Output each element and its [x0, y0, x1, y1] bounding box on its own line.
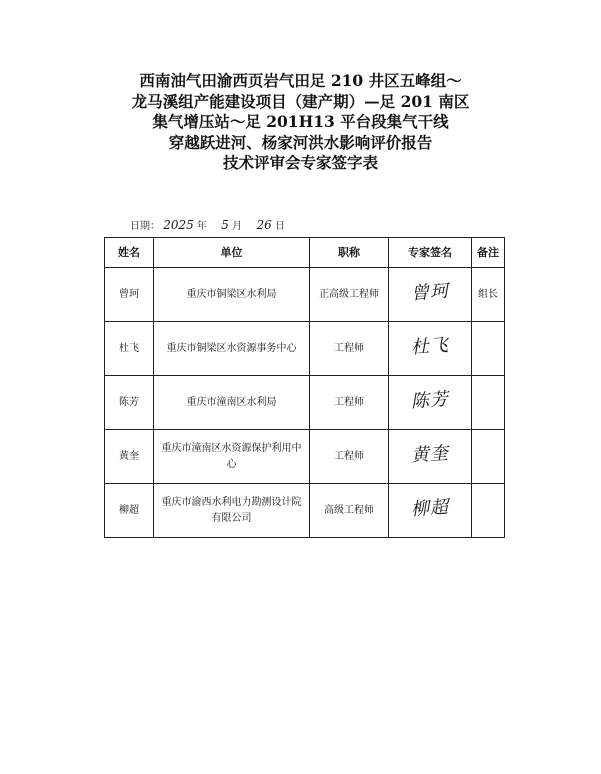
title-line: 穿越跃进河、杨家河洪水影响评价报告 [168, 132, 433, 152]
cell-remark [472, 322, 505, 376]
cell-title: 正高级工程师 [310, 268, 389, 322]
cell-unit: 重庆市铜梁区水利局 [154, 268, 310, 322]
cell-signature [389, 322, 472, 376]
title-line: 集气增压站～足 201H13 平台段集气干线 [152, 112, 449, 131]
date-month-unit: 月 [232, 221, 243, 232]
handwritten-signature: 杜飞 [410, 334, 450, 359]
date-year-unit: 年 [196, 221, 207, 232]
cell-title: 工程师 [310, 430, 389, 484]
table-row [105, 322, 505, 376]
table-row [105, 484, 505, 538]
header-name: 姓名 [105, 238, 154, 268]
header-signature: 专家签名 [389, 238, 472, 268]
cell-remark [472, 376, 505, 430]
cell-name: 黄奎 [105, 430, 154, 484]
expert-signature-table [104, 237, 505, 538]
header-title: 职称 [310, 238, 389, 268]
cell-remark [472, 430, 505, 484]
table-row [105, 430, 505, 484]
date-month: 5 [221, 218, 229, 232]
handwritten-signature: 曾珂 [410, 280, 450, 305]
cell-unit: 重庆市铜梁区水资源事务中心 [154, 322, 310, 376]
table-header-row [105, 238, 505, 268]
cell-signature [389, 484, 472, 538]
date-day-unit: 日 [274, 221, 285, 232]
header-remark: 备注 [472, 238, 505, 268]
table-row [105, 376, 505, 430]
title-line: 技术评审会专家签字表 [222, 153, 378, 172]
date-year: 2025 [163, 218, 194, 232]
handwritten-signature: 陈芳 [410, 388, 450, 413]
cell-name: 柳超 [105, 484, 154, 538]
table-row [105, 268, 505, 322]
cell-unit: 重庆市潼南区水资源保护利用中心 [154, 430, 310, 484]
cell-signature [389, 376, 472, 430]
cell-title: 高级工程师 [310, 484, 389, 538]
cell-name: 曾珂 [105, 268, 154, 322]
date-day: 26 [256, 218, 272, 232]
cell-remark [472, 484, 505, 538]
header-unit: 单位 [154, 238, 310, 268]
date-row [130, 217, 285, 232]
document-title [0, 71, 601, 174]
handwritten-signature: 黄奎 [410, 442, 450, 467]
cell-signature [389, 430, 472, 484]
cell-signature [389, 268, 472, 322]
cell-name: 陈芳 [105, 376, 154, 430]
cell-title: 工程师 [310, 322, 389, 376]
cell-name: 杜飞 [105, 322, 154, 376]
cell-unit: 重庆市渝西水利电力勘测设计院有限公司 [154, 484, 310, 538]
handwritten-signature: 柳超 [410, 496, 450, 521]
cell-remark: 组长 [472, 268, 505, 322]
date-label: 日期： [130, 221, 160, 232]
title-line: 龙马溪组产能建设项目（建产期）—足 201 南区 [131, 91, 470, 111]
cell-unit: 重庆市潼南区水利局 [154, 376, 310, 430]
title-line: 西南油气田渝西页岩气田足 210 井区五峰组～ [139, 71, 462, 90]
cell-title: 工程师 [310, 376, 389, 430]
